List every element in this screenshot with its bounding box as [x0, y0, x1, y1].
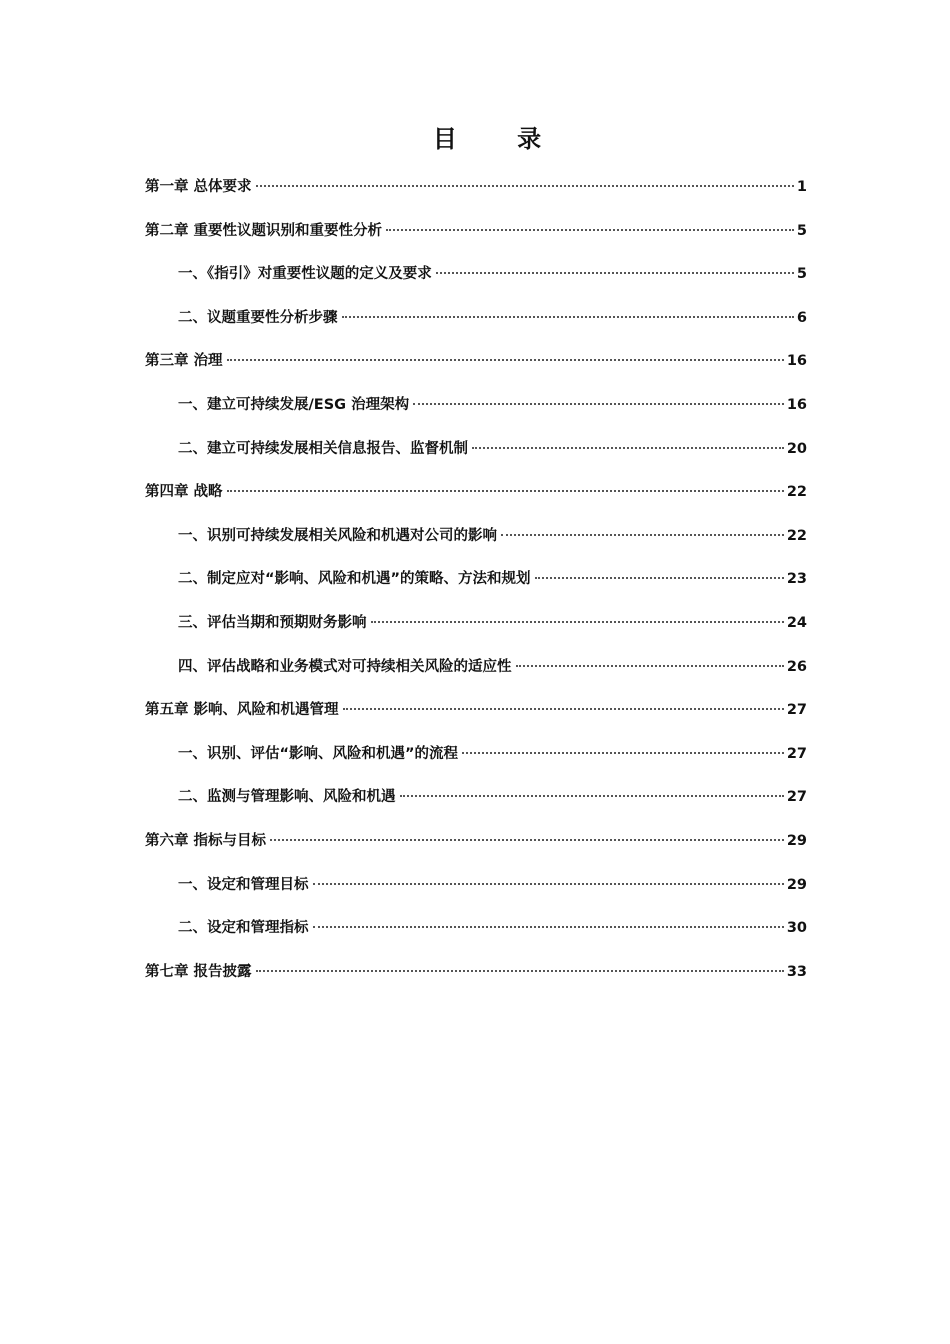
toc-page-number: 27	[786, 745, 807, 762]
toc-dot-leader	[413, 403, 784, 405]
toc-page-number: 24	[786, 614, 807, 631]
toc-page-number: 20	[786, 440, 807, 457]
toc-chapter-entry[interactable]	[145, 820, 807, 864]
toc-section-entry[interactable]	[145, 558, 807, 602]
toc-page-number: 27	[786, 702, 807, 719]
toc-chapter-entry[interactable]	[145, 210, 807, 254]
toc-page-number: 23	[786, 571, 807, 588]
toc-dot-leader	[256, 185, 794, 187]
toc-dot-leader	[501, 534, 784, 536]
toc-entry-label: 二、建立可持续发展相关信息报告、监督机制	[178, 440, 468, 457]
toc-title: 目 录	[432, 125, 568, 153]
toc-page-number: 30	[786, 920, 807, 937]
toc-entry-label: 第四章 战略	[145, 484, 223, 501]
toc-chapter-entry[interactable]	[145, 471, 807, 515]
toc-section-entry[interactable]	[145, 384, 807, 428]
toc-chapter-entry[interactable]	[145, 166, 807, 210]
toc-page-number: 16	[786, 396, 807, 413]
toc-dot-leader	[227, 490, 784, 492]
toc-chapter-entry[interactable]	[145, 689, 807, 733]
toc-entry-label: 一、《指引》对重要性议题的定义及要求	[178, 266, 432, 283]
toc-section-entry[interactable]	[145, 907, 807, 951]
toc-section-entry[interactable]	[145, 602, 807, 646]
toc-entry-label: 二、设定和管理指标	[178, 920, 309, 937]
toc-entry-label: 第六章 指标与目标	[145, 832, 267, 849]
toc-section-entry[interactable]	[145, 733, 807, 777]
toc-dot-leader	[343, 708, 784, 710]
toc-page-number: 27	[786, 789, 807, 806]
toc-entry-label: 一、识别、评估“影响、风险和机遇”的流程	[178, 745, 459, 762]
toc-page-number: 5	[796, 222, 807, 239]
toc-dot-leader	[535, 577, 784, 579]
toc-dot-leader	[472, 447, 784, 449]
toc-section-entry[interactable]	[145, 515, 807, 559]
toc-entry-label: 第五章 影响、风险和机遇管理	[145, 702, 339, 719]
toc-page-number: 22	[786, 527, 807, 544]
toc-entry-label: 一、建立可持续发展/ESG 治理架构	[178, 396, 410, 413]
toc-page-number: 1	[796, 179, 807, 195]
toc-page-number: 29	[786, 832, 807, 849]
toc-dot-leader	[227, 359, 784, 361]
toc-dot-leader	[313, 883, 784, 885]
toc-entry-label: 三、评估当期和预期财务影响	[178, 614, 367, 631]
toc-page-number: 26	[786, 658, 807, 675]
toc-dot-leader	[270, 839, 784, 841]
toc-entry-label: 一、设定和管理目标	[178, 876, 309, 893]
toc-dot-leader	[400, 795, 784, 797]
toc-dot-leader	[313, 926, 784, 928]
toc-entry-label: 二、监测与管理影响、风险和机遇	[178, 789, 396, 806]
toc-chapter-entry[interactable]	[145, 951, 807, 995]
toc-entry-label: 第二章 重要性议题识别和重要性分析	[145, 222, 383, 239]
toc-entry-label: 第一章 总体要求	[145, 179, 252, 195]
toc-dot-leader	[256, 970, 784, 972]
toc-entry-label: 第七章 报告披露	[145, 963, 252, 980]
toc-page-number: 33	[786, 963, 807, 980]
toc-dot-leader	[386, 229, 794, 231]
toc-dot-leader	[436, 272, 794, 274]
toc-page-number: 22	[786, 484, 807, 501]
toc-chapter-entry[interactable]	[145, 340, 807, 384]
toc-section-entry[interactable]	[145, 297, 807, 341]
toc-list	[145, 166, 807, 994]
toc-entry-label: 二、制定应对“影响、风险和机遇”的策略、方法和规划	[178, 571, 531, 588]
toc-dot-leader	[516, 665, 784, 667]
toc-dot-leader	[462, 752, 784, 754]
toc-section-entry[interactable]	[145, 776, 807, 820]
toc-page-number: 29	[786, 876, 807, 893]
toc-page-number: 5	[796, 266, 807, 283]
toc-entry-label: 一、识别可持续发展相关风险和机遇对公司的影响	[178, 527, 497, 544]
toc-entry-label: 二、议题重要性分析步骤	[178, 309, 338, 326]
toc-dot-leader	[342, 316, 794, 318]
toc-entry-label: 四、评估战略和业务模式对可持续相关风险的适应性	[178, 658, 512, 675]
toc-entry-label: 第三章 治理	[145, 353, 223, 370]
toc-page-number: 16	[786, 353, 807, 370]
toc-section-entry[interactable]	[145, 253, 807, 297]
toc-dot-leader	[371, 621, 784, 623]
toc-page-number: 6	[796, 309, 807, 326]
toc-section-entry[interactable]	[145, 864, 807, 908]
toc-section-entry[interactable]	[145, 646, 807, 690]
toc-section-entry[interactable]	[145, 428, 807, 472]
